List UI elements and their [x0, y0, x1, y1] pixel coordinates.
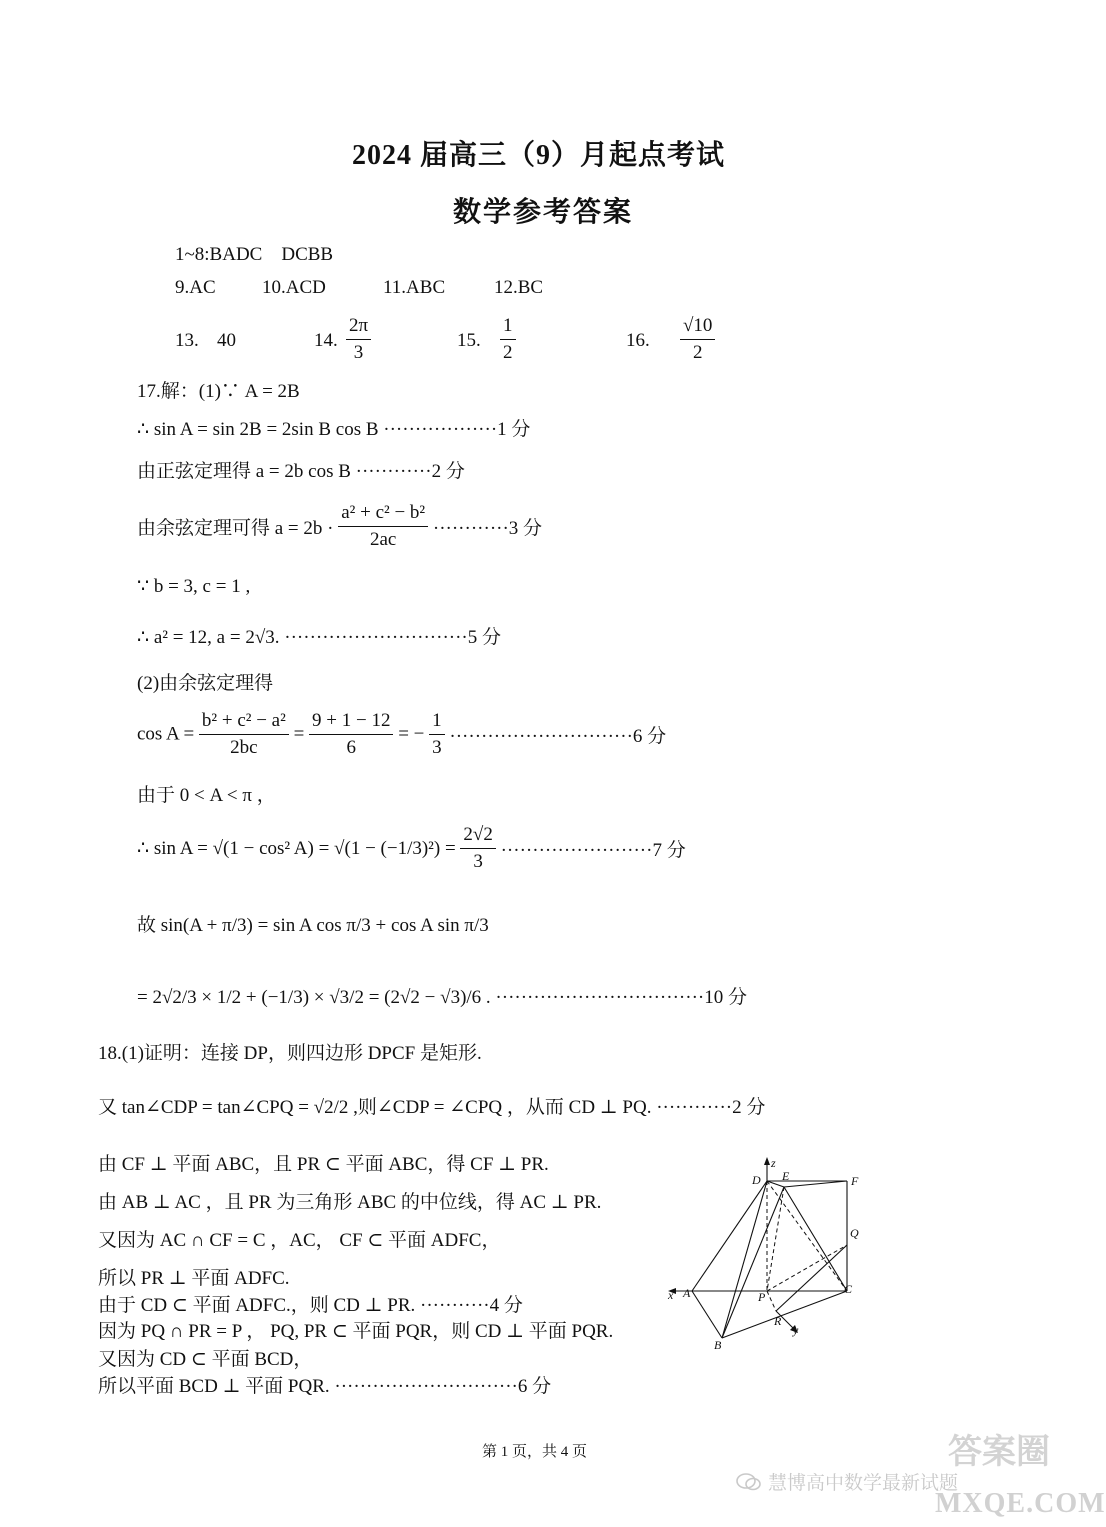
- figure-label-x: x: [668, 1288, 674, 1302]
- p18-line-4: 由 AB ⊥ AC ，且 PR 为三角形 ABC 的中位线，得 AC ⊥ PR.: [98, 1192, 602, 1213]
- answer-10: 10.ACD: [262, 277, 326, 298]
- answers-1-8: 1~8:BADC DCBB: [175, 244, 334, 265]
- p18-line-10: 所以平面 BCD ⊥ 平面 PQR. ·····························6 分: [98, 1376, 552, 1397]
- p17-line-8-prefix: cos A =: [137, 723, 195, 745]
- p18-line-7: 由于 CD ⊂ 平面 ADFC.，则 CD ⊥ PR. ···········4 分: [98, 1295, 523, 1316]
- p17-line-4-score: ············3 分: [432, 518, 543, 539]
- figure-label-r: R: [774, 1314, 782, 1328]
- p17-line-8-equals-2: = −: [398, 723, 425, 745]
- p17-line-4-fraction: [338, 500, 428, 553]
- answer-16-numerator: √10: [680, 313, 715, 340]
- p17-line-6: ∴ a² = 12, a = 2√3. ·····························5 分: [137, 627, 501, 648]
- p17-line-1: 17.解：(1)∵ A = 2B: [137, 381, 300, 402]
- p17-line-10-fraction: [460, 822, 495, 875]
- answer-9: 9.AC: [175, 277, 216, 298]
- p18-line-6: 所以 PR ⊥ 平面 ADFC.: [98, 1268, 290, 1289]
- p17-line-11: 故 sin(A + π/3) = sin A cos π/3 + cos A sin π/3: [137, 915, 489, 936]
- watermark-site: MXQE.COM: [935, 1488, 1106, 1519]
- page-number: 第 1 页，共 4 页: [482, 1444, 588, 1460]
- p17-line-3: 由正弦定理得 a = 2b cos B ············2 分: [137, 461, 465, 482]
- figure-label-f: F: [851, 1174, 859, 1188]
- p17-line-8-numerator-2: 9 + 1 − 12: [309, 708, 393, 735]
- p17-line-2: ∴ sin A = sin 2B = 2sin B cos B ··················1 分: [137, 419, 531, 440]
- figure-label-b: B: [714, 1338, 722, 1352]
- answer-14-fraction: [346, 313, 371, 366]
- answer-14-numerator: 2π: [346, 313, 371, 340]
- p17-line-5: ∵ b = 3, c = 1 ,: [137, 576, 251, 597]
- p17-line-8-fraction-1: [199, 708, 289, 761]
- p17-line-10-prefix: ∴ sin A = √(1 − cos² A) = √(1 − (−1/3)²) =: [137, 838, 456, 859]
- answer-12: 12.BC: [494, 277, 544, 298]
- answer-15-fraction: [500, 313, 516, 366]
- p17-line-8-denominator-2: 6: [346, 737, 356, 758]
- watermark-stamp: 答案圈: [948, 1434, 1050, 1471]
- answer-15-denominator: 2: [503, 342, 513, 363]
- figure-label-a: A: [683, 1286, 691, 1300]
- watermark-account: [736, 1468, 958, 1495]
- exam-subtitle: 数学参考答案: [453, 197, 634, 228]
- p17-line-7: (2)由余弦定理得: [137, 673, 274, 694]
- answer-11: 11.ABC: [383, 277, 446, 298]
- p17-line-8-denominator-3: 3: [432, 737, 442, 758]
- answer-15-numerator: 1: [500, 313, 516, 340]
- p17-line-4-denominator: 2ac: [369, 529, 397, 550]
- figure-label-c: C: [844, 1282, 853, 1296]
- answer-15-label: 15.: [457, 330, 481, 351]
- p17-line-4-numerator: a² + c² − b²: [338, 500, 428, 527]
- p17-line-10-score: ························7 分: [500, 840, 686, 861]
- p17-line-4: [137, 500, 542, 553]
- p17-line-12: = 2√2/3 × 1/2 + (−1/3) × √3/2 = (2√2 − √3)/6 . ·································10 分: [137, 987, 747, 1008]
- answer-14-denominator: 3: [353, 342, 364, 363]
- figure-label-d: D: [752, 1173, 761, 1187]
- figure-label-z: z: [771, 1156, 776, 1170]
- p17-line-8: [137, 708, 666, 761]
- figure-label-q: Q: [850, 1226, 859, 1240]
- p18-line-3: 由 CF ⊥ 平面 ABC，且 PR ⊂ 平面 ABC，得 CF ⊥ PR.: [98, 1154, 549, 1175]
- p18-line-8: 因为 PQ ∩ PR = P ， PQ, PR ⊂ 平面 PQR，则 CD ⊥ 平面 PQR.: [98, 1321, 614, 1342]
- answer-16-denominator: 2: [692, 342, 703, 363]
- watermark-text: 慧博高中数学最新试题: [768, 1473, 959, 1494]
- geometry-figure: [664, 1153, 864, 1353]
- p17-line-10: [137, 822, 686, 875]
- figure-label-p: P: [758, 1290, 766, 1304]
- answer-13-label: 13.: [175, 330, 199, 351]
- answer-14-label: 14.: [314, 330, 338, 351]
- p17-line-8-numerator-3: 1: [429, 708, 445, 735]
- p18-line-5: 又因为 AC ∩ CF = C ，AC， CF ⊂ 平面 ADFC，: [98, 1230, 501, 1251]
- p17-line-8-fraction-2: [309, 708, 393, 761]
- p17-line-8-score: ·····························6 分: [449, 726, 667, 747]
- p17-line-10-numerator: 2√2: [460, 822, 495, 849]
- p17-line-8-numerator-1: b² + c² − a²: [199, 708, 289, 735]
- figure-label-e: E: [782, 1169, 790, 1183]
- p17-line-8-denominator-1: 2bc: [230, 737, 258, 758]
- p17-line-8-equals-1: =: [293, 723, 305, 745]
- answer-13-value: 40: [217, 330, 236, 351]
- figure-label-y: y: [793, 1323, 799, 1337]
- p17-line-4-prefix: 由余弦定理可得 a = 2b ·: [137, 518, 334, 539]
- p18-line-9: 又因为 CD ⊂ 平面 BCD，: [98, 1349, 313, 1370]
- p17-line-9: 由于 0 < A < π ，: [137, 785, 276, 806]
- answer-16-label: 16.: [626, 330, 650, 351]
- answer-16-fraction: [680, 313, 715, 366]
- p18-line-1: 18.(1)证明：连接 DP，则四边形 DPCF 是矩形.: [98, 1043, 482, 1064]
- p18-line-2: 又 tan∠CDP = tan∠CPQ = √2/2 ,则∠CDP = ∠CPQ ，从而 CD ⊥ PQ. ············2 分: [98, 1097, 766, 1118]
- wechat-icon: [736, 1472, 762, 1492]
- p17-line-8-fraction-3: [429, 708, 445, 761]
- p17-line-10-denominator: 3: [473, 851, 483, 872]
- exam-title: 2024 届高三（9）月起点考试: [352, 140, 726, 171]
